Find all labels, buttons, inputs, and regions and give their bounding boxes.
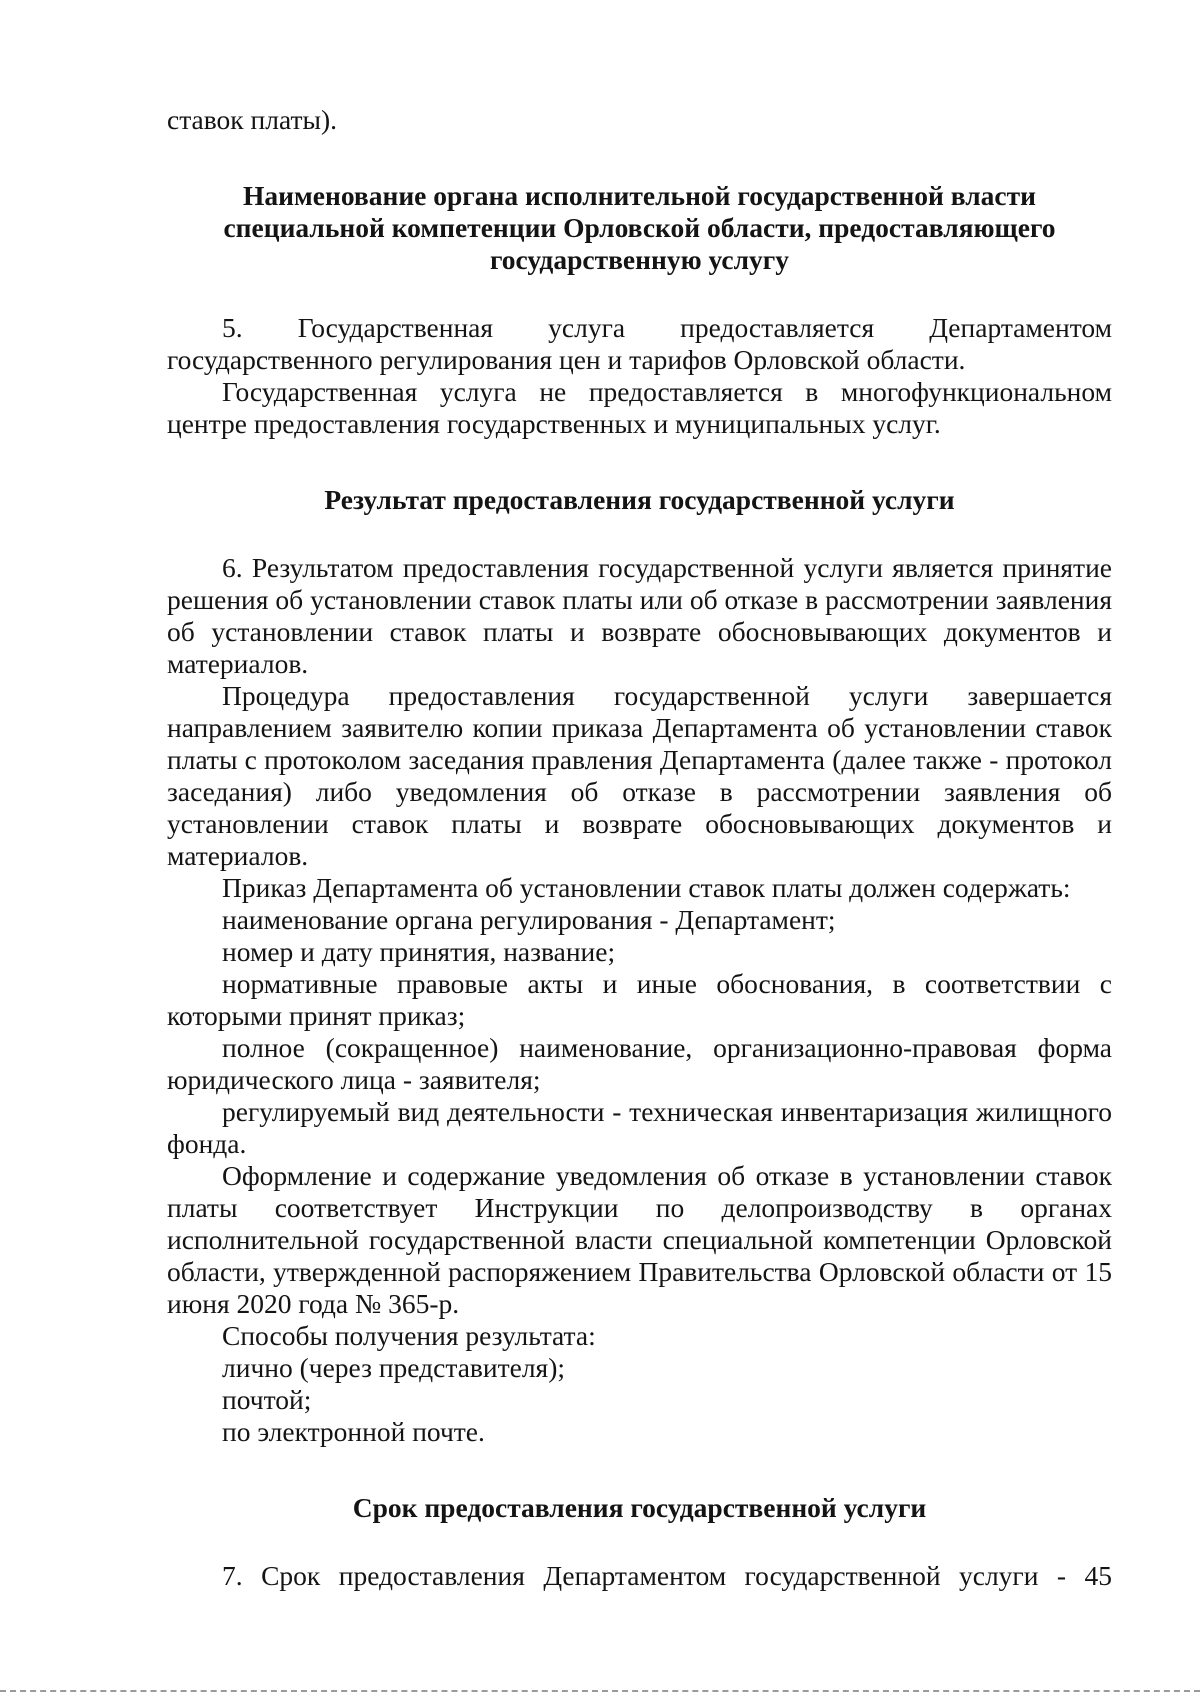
list-item: номер и дату принятия, название; xyxy=(222,936,616,967)
list-item: нормативные правовые акты и иные обоснования, в соответствии с которыми принят приказ; xyxy=(167,968,1112,1031)
paragraph-methods-intro: Способы получения результата: xyxy=(222,1320,596,1351)
spacer xyxy=(167,1524,1112,1560)
spacer xyxy=(167,516,1112,552)
intro-continuation: ставок платы). xyxy=(167,104,338,135)
spacer xyxy=(167,136,1112,180)
list-item: наименование органа регулирования - Департамент; xyxy=(222,904,836,935)
paragraph-7: 7. Срок предоставления Департаментом государственной услуги - 45 xyxy=(222,1560,1112,1591)
paragraph-6: 6. Результатом предоставления государственной услуги является принятие решения об установлении ставок платы или об отказе в рассмотрении заявления об установлении ставок платы и возврате обосновывающих документов и материалов. xyxy=(167,552,1112,679)
paragraph-procedure: Процедура предоставления государственной услуги завершается направлением заявителю копии приказа Департамента об установлении ставок платы с протоколом заседания правления Департамента (далее также - протокол заседания) либо уведомления об отказе в рассмотрении заявления об установлении ставок платы и возврате обосновывающих документов и материалов. xyxy=(167,680,1112,871)
spacer xyxy=(167,1448,1112,1492)
paragraph-5: 5. Государственная услуга предоставляется Департаментом государственного регулирования цен и тарифов Орловской области. xyxy=(167,312,1112,375)
spacer xyxy=(167,276,1112,312)
heading-line: Наименование органа исполнительной государственной власти xyxy=(243,180,1036,211)
list-item: регулируемый вид деятельности - техническая инвентаризация жилищного фонда. xyxy=(167,1096,1112,1159)
section-organ-heading xyxy=(167,180,1112,276)
methods-list xyxy=(167,1352,1112,1448)
paragraph-5-b: Государственная услуга не предоставляется в многофункциональном центре предоставления государственных и муниципальных услуг. xyxy=(167,376,1112,439)
page-bottom-edge xyxy=(0,1690,1200,1692)
spacer xyxy=(167,440,1112,484)
section-term-heading: Срок предоставления государственной услуги xyxy=(352,1492,927,1523)
document-body xyxy=(167,104,1112,1592)
heading-line: специальной компетенции Орловской области, предоставляющего xyxy=(223,212,1056,243)
section-result-heading: Результат предоставления государственной услуги xyxy=(324,484,955,515)
paragraph-notice: Оформление и содержание уведомления об отказе в установлении ставок платы соответствует Инструкции по делопроизводству в органах исполнительной государственной власти специальной компетенции Орловской области, утвержденной распоряжением Правительства Орловской области от 15 июня 2020 года № 365-р. xyxy=(167,1160,1112,1319)
list-item: почтой; xyxy=(222,1384,312,1415)
list-item: полное (сокращенное) наименование, организационно-правовая форма юридического лица - заявителя; xyxy=(167,1032,1112,1095)
order-items-list xyxy=(167,904,1112,1160)
list-item: по электронной почте. xyxy=(222,1416,485,1447)
list-item: лично (через представителя); xyxy=(222,1352,565,1383)
paragraph-order-intro: Приказ Департамента об установлении ставок платы должен содержать: xyxy=(222,872,1071,903)
heading-line: государственную услугу xyxy=(490,244,789,275)
